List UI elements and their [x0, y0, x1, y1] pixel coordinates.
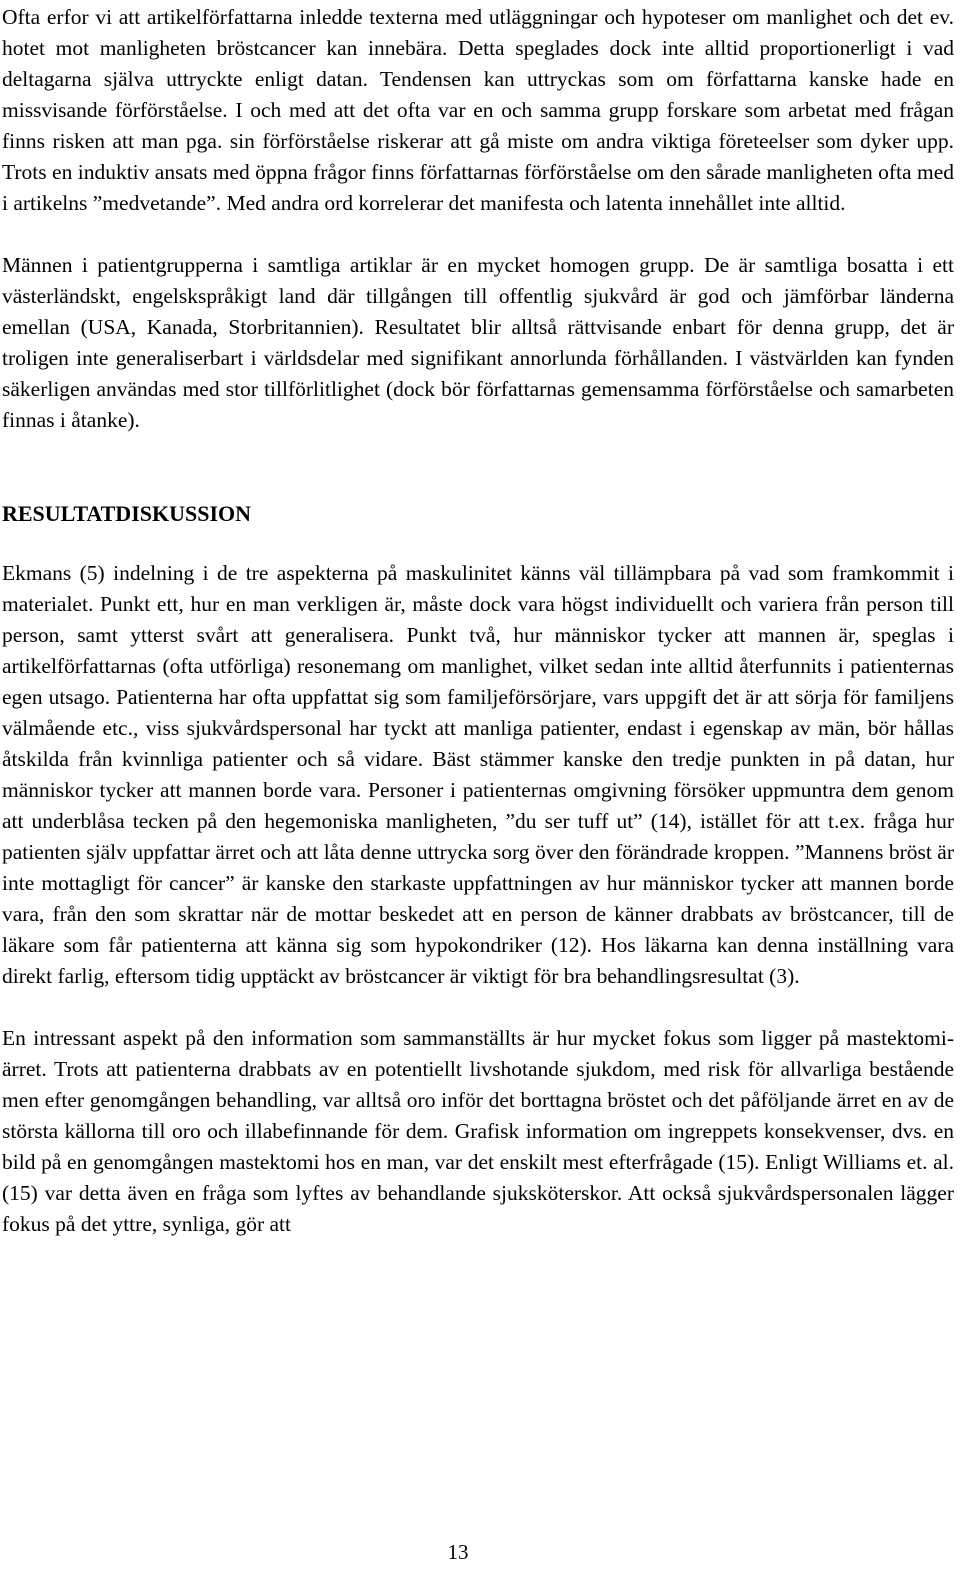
paragraph-mastectomy-scar: En intressant aspekt på den information som sammanställts är hur mycket fokus som ligger på mastektomi-ärret. Trots att patienterna drabbats av en potentiellt livshotande sjukdom, med risk för allvarliga bestående men efter genomgången behandling, var alltså oro inför det borttagna bröstet och det påföljande ärret en av de största källorna till oro och illabefinnande för dem. Grafisk information om ingreppets konsekvenser, dvs. en bild på en genomgången mastektomi hos en man, var det enskilt mest efterfrågade (15). Enligt Williams et. al. (15) var detta även en fråga som lyftes av behandlande sjuksköterskor. Att också sjukvårdspersonalen lägger fokus på det yttre, synliga, gör att — [2, 1026, 954, 1236]
page-body — [2, 2, 954, 1240]
paragraph-preunderstanding: Ofta erfor vi att artikelförfattarna inledde texterna med utläggningar och hypoteser om manlighet och det ev. hotet mot manligheten bröstcancer kan innebära. Detta speglades dock inte alltid proportionerligt i vad deltagarna själva uttryckte enligt datan. Tendensen kan uttryckas som om författarna kanske hade en missvisande förförståelse. I och med att det ofta var en och samma grupp forskare som arbetat med frågan finns risken att man pga. sin förförståelse riskerar att gå miste om andra viktiga företeelser som dyker upp. Trots en induktiv ansats med öppna frågor finns författarnas förförståelse om den sårade manligheten ofta med i artikelns ”medvetande”. Med andra ord korrelerar det manifesta och latenta innehållet inte alltid. — [2, 5, 954, 215]
page-number: 13 — [447, 1540, 469, 1564]
section-heading: RESULTATDISKUSSION — [2, 501, 252, 526]
paragraph-ekman-aspects: Ekmans (5) indelning i de tre aspekterna på maskulinitet känns väl tillämpbara på vad som framkommit i materialet. Punkt ett, hur en man verkligen är, måste dock vara högst individuellt och variera från person till person, samt ytterst svårt att generalisera. Punkt två, hur människor tycker att mannen är, speglas i artikelförfattarnas (ofta utförliga) resonemang om manlighet, vilket sedan inte alltid återfunnits i patienternas egen utsago. Patienterna har ofta uppfattat sig som familjeförsörjare, vars uppgift det är att sörja för familjens välmående etc., viss sjukvårdspersonal har tyckt att manliga patienter, endast i egenskap av män, bör hållas åtskilda från kvinnliga patienter och så vidare. Bäst stämmer kanske den tredje punkten in på datan, hur människor tycker att mannen borde vara. Personer i patienternas omgivning försöker uppmuntra dem genom att underblåsa tecken på den hegemoniska manligheten, ”du ser tuff ut” (14), istället för att t.ex. fråga hur patienten själv uppfattar ärret och att låta denne uttrycka sorg över den förändrade kroppen. ”Mannens bröst är inte mottagligt för cancer” är kanske den starkaste uppfattningen av hur människor tycker att mannen borde vara, från den som skrattar när de mottar beskedet att en person de känner drabbats av bröstcancer, till de läkare som får patienterna att känna sig som hypokondriker (12). Hos läkarna kan denna inställning vara direkt farlig, eftersom tidig upptäckt av bröstcancer är viktigt för bra behandlingsresultat (3). — [2, 561, 954, 988]
paragraph-patient-group: Männen i patientgrupperna i samtliga artiklar är en mycket homogen grupp. De är samtliga bosatta i ett västerländskt, engelskspråkigt land där tillgången till offentlig sjukvård är god och jämförbar länderna emellan (USA, Kanada, Storbritannien). Resultatet blir alltså rättvisande enbart för denna grupp, det är troligen inte generaliserbart i världsdelar med signifikant annorlunda förhållanden. I västvärlden kan fynden säkerligen användas med stor tillförlitlighet (dock bör författarnas gemensamma förförståelse och samarbeten finnas i åtanke). — [2, 253, 954, 432]
